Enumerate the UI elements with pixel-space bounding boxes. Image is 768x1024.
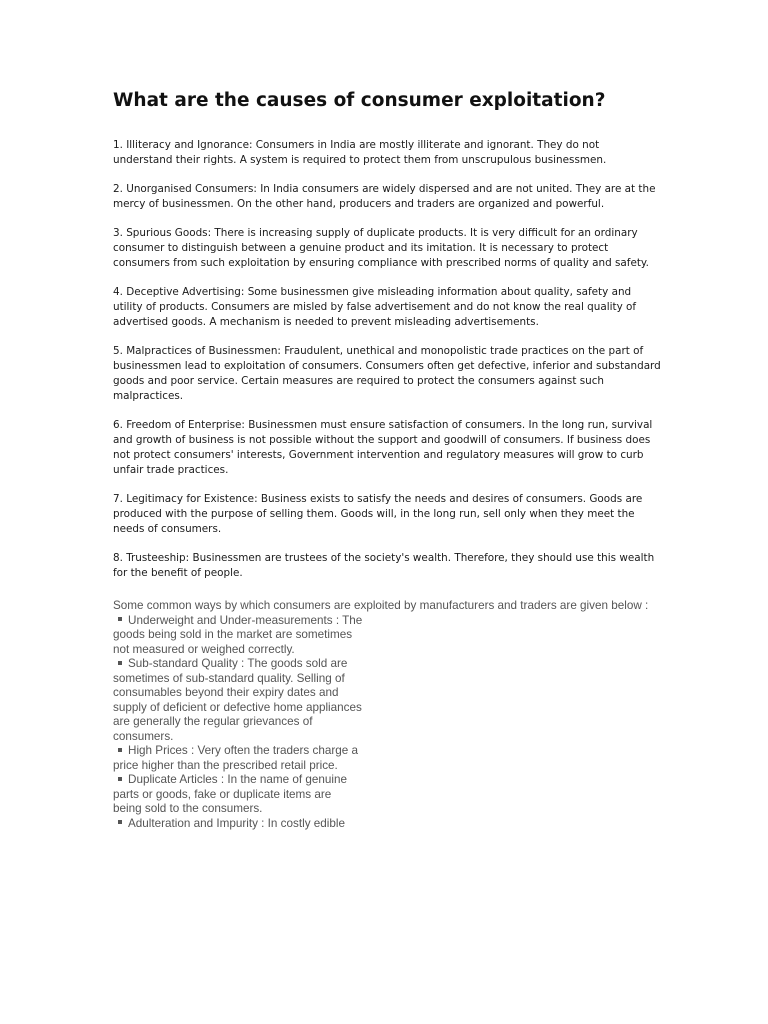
list-item: [113, 744, 363, 773]
list-item: [113, 773, 363, 817]
paragraph-illiteracy: 1. Illiteracy and Ignorance: Consumers in India are mostly illiterate and ignorant. They do not understand their rights. A system is required to protect them from unscrupulous businessmen.: [113, 139, 607, 166]
list-item-text: Duplicate Articles : In the name of genuine parts or goods, fake or duplicate items are being sold to the consumers.: [113, 773, 347, 815]
bullet-icon: [118, 820, 122, 824]
paragraph-deceptive-advertising: 4. Deceptive Advertising: Some businessmen give misleading information about quality, safety and utility of products. Consumers are misled by false advertisement and do not know the real quality of advertised goods. A mechanism is needed to prevent misleading advertisements.: [113, 286, 637, 328]
paragraph-malpractices: 5. Malpractices of Businessmen: Fraudulent, unethical and monopolistic trade practices on the part of businessmen lead to exploitation of consumers. Consumers often get defective, inferior and substandard goods and poor service. Certain measures are required to protect the consumers against such malpractices.: [113, 345, 661, 402]
paragraph-legitimacy: 7. Legitimacy for Existence: Business exists to satisfy the needs and desires of consumers. Goods are produced with the purpose of selling them. Goods will, in the long run, sell only when they meet the needs of consumers.: [113, 493, 643, 535]
bullet-icon: [118, 661, 122, 665]
list-item: [113, 817, 363, 832]
paragraph-freedom-of-enterprise: 6. Freedom of Enterprise: Businessmen must ensure satisfaction of consumers. In the long run, survival and growth of business is not possible without the support and goodwill of consumers. If business does not protect consumers' interests, Government intervention and regulatory measures will grow to curb unfair trade practices.: [113, 419, 653, 476]
paragraph-unorganised-consumers: 2. Unorganised Consumers: In India consumers are widely dispersed and are not united. They are at the mercy of businessmen. On the other hand, producers and traders are organized and powerful.: [113, 183, 656, 210]
exploitation-ways-list: [113, 614, 363, 832]
list-item: [113, 614, 363, 658]
list-item-text: High Prices : Very often the traders charge a price higher than the prescribed retail price.: [113, 744, 358, 772]
list-item-text: Sub-standard Quality : The goods sold are sometimes of sub-standard quality. Selling of consumables beyond their expiry dates and supply of deficient or defective home appliances are generally the regular grievances of consumers.: [113, 657, 362, 743]
exploitation-ways-intro: Some common ways by which consumers are exploited by manufacturers and traders are given below :: [113, 599, 649, 612]
document-page: [113, 88, 661, 831]
paragraph-trusteeship: 8. Trusteeship: Businessmen are trustees of the society's wealth. Therefore, they should use this wealth for the benefit of people.: [113, 552, 655, 579]
document-title: What are the causes of consumer exploitation?: [113, 90, 606, 111]
paragraph-spurious-goods: 3. Spurious Goods: There is increasing supply of duplicate products. It is very difficult for an ordinary consumer to distinguish between a genuine product and its imitation. It is necessary to protect consumers from such exploitation by ensuring compliance with prescribed norms of quality and safety.: [113, 227, 649, 269]
bullet-icon: [118, 748, 122, 752]
list-item-text: Adulteration and Impurity : In costly edible: [128, 816, 345, 830]
bullet-icon: [118, 777, 122, 781]
list-item-text: Underweight and Under-measurements : The goods being sold in the market are sometimes not measured or weighed correctly.: [113, 613, 363, 656]
list-item: [113, 657, 363, 744]
bullet-icon: [118, 617, 122, 621]
